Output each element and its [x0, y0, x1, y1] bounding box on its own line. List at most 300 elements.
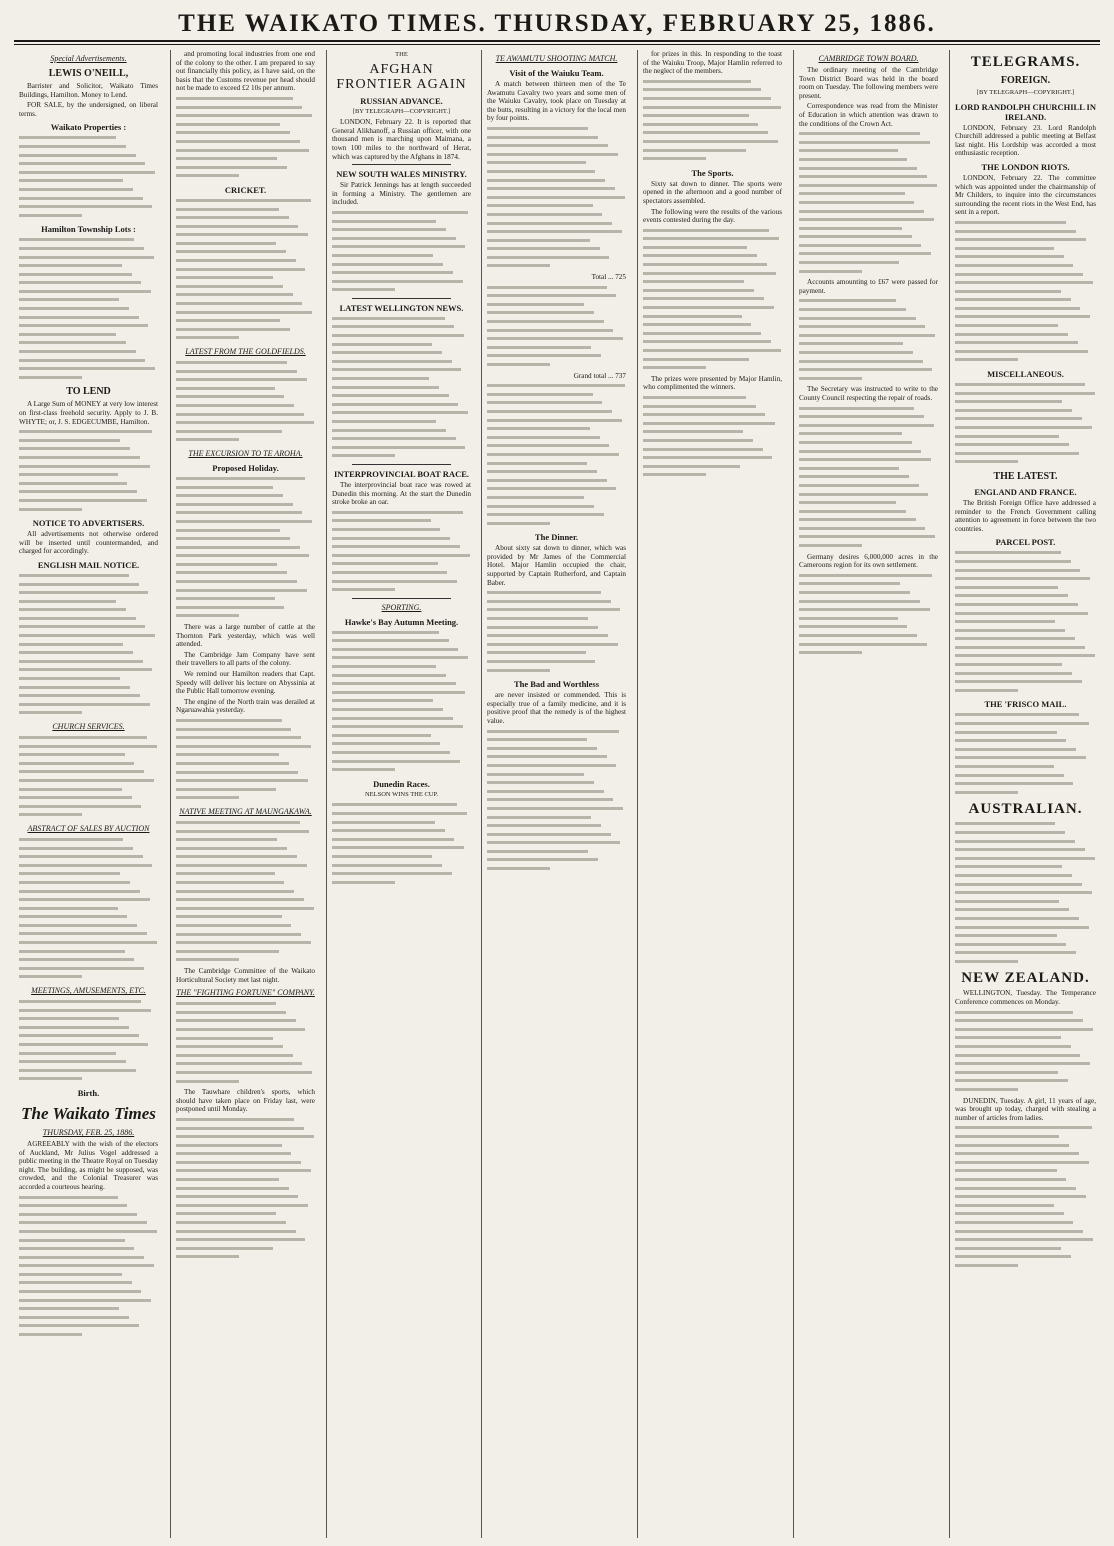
text-line-placeholder: [955, 1210, 1064, 1219]
temperance-text: WELLINGTON, Tuesday. The Temperance Conference commences on Monday.: [955, 989, 1096, 1007]
text-line-placeholder: [955, 1077, 1068, 1086]
text-line-placeholder: [19, 853, 143, 862]
text-line-placeholder: [487, 632, 608, 641]
filler-1c: [19, 428, 158, 514]
text-line-placeholder: [176, 1035, 273, 1044]
text-line-placeholder: [19, 794, 132, 803]
text-line-placeholder: [332, 286, 395, 295]
text-line-placeholder: [955, 458, 1018, 467]
text-line-placeholder: [955, 1060, 1090, 1069]
text-line-placeholder: [332, 836, 454, 845]
text-line-placeholder: [487, 641, 618, 650]
text-line-placeholder: [19, 879, 130, 888]
text-line-placeholder: [487, 511, 604, 520]
text-line-placeholder: [955, 1236, 1093, 1245]
text-line-placeholder: [332, 332, 464, 341]
text-line-placeholder: [176, 1228, 296, 1237]
text-line-placeholder: [176, 1069, 312, 1078]
text-line-placeholder: [955, 846, 1085, 855]
text-line-placeholder: [19, 445, 130, 454]
text-line-placeholder: [19, 1219, 147, 1228]
text-line-placeholder: [176, 95, 293, 104]
text-line-placeholder: [332, 349, 442, 358]
text-line-placeholder: [332, 209, 468, 218]
text-line-placeholder: [799, 349, 913, 358]
text-line-placeholder: [799, 632, 917, 641]
text-line-placeholder: [332, 261, 443, 270]
text-line-placeholder: [19, 428, 152, 437]
text-line-placeholder: [19, 675, 120, 684]
text-line-placeholder: [176, 1193, 298, 1202]
text-line-placeholder: [955, 331, 1068, 340]
text-line-placeholder: [176, 1167, 311, 1176]
text-line-placeholder: [176, 231, 308, 240]
meetings-heading: MEETINGS, AMUSEMENTS, ETC.: [31, 986, 146, 996]
text-line-placeholder: [487, 589, 601, 598]
text-line-placeholder: [176, 155, 277, 164]
text-line-placeholder: [176, 326, 290, 335]
text-line-placeholder: [19, 1331, 82, 1340]
text-line-placeholder: [176, 786, 276, 795]
text-line-placeholder: [487, 865, 550, 874]
text-line-placeholder: [487, 399, 602, 408]
text-line-placeholder: [955, 678, 1082, 687]
text-line-placeholder: [643, 227, 769, 236]
boat-race-heading: INTERPROVINCIAL BOAT RACE.: [334, 468, 469, 479]
text-line-placeholder: [955, 687, 1018, 696]
text-line-placeholder: [487, 598, 611, 607]
text-line-placeholder: [176, 569, 287, 578]
text-line-placeholder: [176, 1245, 273, 1254]
text-line-placeholder: [955, 1185, 1076, 1194]
text-line-placeholder: [955, 441, 1069, 450]
text-line-placeholder: [332, 758, 460, 767]
engine-item: The engine of the North train was derailed at Ngaruawahia yesterday.: [176, 697, 315, 715]
text-line-placeholder: [799, 208, 924, 217]
text-line-placeholder: [955, 296, 1071, 305]
text-line-placeholder: [955, 898, 1059, 907]
filler-7f: [955, 1009, 1096, 1095]
text-line-placeholder: [19, 195, 143, 204]
text-line-placeholder: [176, 1116, 294, 1125]
filler-6c: [799, 405, 938, 551]
text-line-placeholder: [332, 409, 468, 418]
text-line-placeholder: [487, 134, 598, 143]
filler-7c: [955, 549, 1096, 695]
text-line-placeholder: [955, 838, 1075, 847]
text-line-placeholder: [19, 348, 136, 357]
text-line-placeholder: [955, 1043, 1071, 1052]
text-line-placeholder: [176, 948, 279, 957]
text-line-placeholder: [19, 1024, 129, 1033]
text-line-placeholder: [955, 958, 1018, 967]
text-line-placeholder: [19, 1007, 151, 1016]
jam-item: The Cambridge Jam Company have sent their travellers to all parts of the colony.: [176, 650, 315, 668]
text-line-placeholder: [955, 575, 1090, 584]
tauwhare-item: The Tauwhare children's sports, which should have taken place on Friday last, were postponed until Monday.: [176, 1088, 315, 1114]
text-line-placeholder: [799, 430, 902, 439]
text-line-placeholder: [19, 598, 116, 607]
text-line-placeholder: [176, 845, 287, 854]
text-line-placeholder: [799, 448, 921, 457]
text-line-placeholder: [19, 870, 120, 879]
text-line-placeholder: [799, 340, 903, 349]
text-line-placeholder: [487, 185, 615, 194]
text-line-placeholder: [955, 601, 1078, 610]
text-line-placeholder: [487, 762, 616, 771]
text-line-placeholder: [176, 1060, 302, 1069]
text-line-placeholder: [332, 578, 457, 587]
london-riots-heading: THE LONDON RIOTS.: [981, 161, 1070, 172]
text-line-placeholder: [19, 506, 82, 515]
text-line-placeholder: [176, 1253, 239, 1262]
text-line-placeholder: [955, 1202, 1054, 1211]
column-2: [170, 50, 320, 1538]
text-line-placeholder: [332, 663, 436, 672]
text-line-placeholder: [955, 262, 1073, 271]
text-line-placeholder: [19, 331, 116, 340]
text-line-placeholder: [19, 271, 132, 280]
text-line-placeholder: [487, 391, 593, 400]
roads-text: The Secretary was instructed to write to the County Council respecting the repair of roads.: [799, 385, 938, 402]
text-line-placeholder: [19, 1254, 144, 1263]
text-line-placeholder: [176, 956, 239, 965]
text-line-placeholder: [643, 252, 757, 261]
cricket-heading: CRICKET.: [224, 184, 267, 195]
text-line-placeholder: [643, 403, 756, 412]
text-line-placeholder: [799, 491, 928, 500]
text-line-placeholder: [19, 488, 137, 497]
filler-5c: [643, 394, 782, 480]
text-line-placeholder: [955, 433, 1059, 442]
text-line-placeholder: [799, 268, 862, 277]
text-line-placeholder: [955, 1176, 1066, 1185]
text-line-placeholder: [19, 658, 143, 667]
columns: [14, 50, 1100, 1538]
text-line-placeholder: [176, 726, 291, 735]
accounts-text: Accounts amounting to £67 were passed for payment.: [799, 278, 938, 295]
column-6: [793, 50, 943, 1538]
text-line-placeholder: [176, 274, 273, 283]
text-line-placeholder: [332, 844, 464, 853]
goldfields-heading: LATEST FROM THE GOLDFIELDS.: [185, 347, 306, 356]
latest-heading: THE LATEST.: [993, 470, 1058, 482]
text-line-placeholder: [176, 544, 300, 553]
text-line-placeholder: [487, 745, 597, 754]
text-line-placeholder: [19, 454, 140, 463]
text-line-placeholder: [643, 278, 744, 287]
text-line-placeholder: [799, 139, 930, 148]
text-line-placeholder: [176, 1078, 239, 1087]
text-line-placeholder: [332, 723, 463, 732]
filler-1d: [19, 572, 158, 718]
text-line-placeholder: [332, 243, 465, 252]
cattle-item: There was a large number of cattle at the Thornton Park yesterday, which was well attended.: [176, 623, 315, 649]
text-line-placeholder: [487, 814, 591, 823]
text-line-placeholder: [487, 159, 586, 168]
text-line-placeholder: [19, 1305, 119, 1314]
dateline: THURSDAY, FEB. 25, 1886.: [42, 1127, 135, 1137]
text-line-placeholder: [176, 411, 304, 420]
cambridge-intro: The ordinary meeting of the Cambridge Town District Board was held in the board room on Tuesday. The following members were present.: [799, 66, 938, 100]
text-line-placeholder: [19, 1288, 141, 1297]
wellington-news-heading: LATEST WELLINGTON NEWS.: [339, 302, 464, 313]
text-line-placeholder: [19, 701, 150, 710]
text-line-placeholder: [19, 305, 129, 314]
text-line-placeholder: [176, 734, 301, 743]
text-line-placeholder: [19, 896, 150, 905]
text-line-placeholder: [487, 228, 622, 237]
text-line-placeholder: [332, 672, 446, 681]
text-line-placeholder: [955, 424, 1092, 433]
text-line-placeholder: [955, 1009, 1073, 1018]
text-line-placeholder: [19, 262, 122, 271]
text-line-placeholder: [176, 922, 291, 931]
text-line-placeholder: [332, 715, 453, 724]
text-line-placeholder: [643, 129, 768, 138]
shooting-text: A match between thirteen men of the Te Awamutu Cavalry two years and some men of the Waiuku Cavalry, took place on Tuesday at the butts, resulting in a victory for the local men by four points.: [487, 80, 626, 123]
text-line-placeholder: [955, 584, 1058, 593]
text-line-placeholder: [799, 623, 907, 632]
text-line-placeholder: [332, 226, 446, 235]
column-1: [14, 50, 163, 1538]
text-line-placeholder: [955, 450, 1079, 459]
text-line-placeholder: [643, 411, 765, 420]
text-line-placeholder: [19, 497, 147, 506]
text-line-placeholder: [799, 147, 898, 156]
filler-1b: [19, 236, 158, 382]
filler-7b: [955, 381, 1096, 467]
churchill-text: LONDON, February 23. Lord Randolph Churchill addressed a public meeting at Belfast last night. His Lordship was accorded a most enthusiastic reception.: [955, 123, 1096, 158]
text-line-placeholder: [332, 509, 463, 518]
text-line-placeholder: [176, 214, 289, 223]
text-line-placeholder: [487, 194, 625, 203]
text-line-placeholder: [332, 517, 431, 526]
text-line-placeholder: [332, 810, 467, 819]
text-line-placeholder: [643, 304, 774, 313]
text-line-placeholder: [955, 288, 1061, 297]
text-line-placeholder: [487, 408, 612, 417]
text-line-placeholder: [799, 439, 912, 448]
text-line-placeholder: [19, 641, 123, 650]
text-line-placeholder: [487, 848, 588, 857]
text-line-placeholder: [955, 627, 1065, 636]
text-line-placeholder: [332, 444, 465, 453]
text-line-placeholder: [955, 670, 1072, 679]
text-line-placeholder: [799, 606, 930, 615]
text-line-placeholder: [19, 786, 122, 795]
frisco-mail-heading: THE 'FRISCO MAIL.: [984, 699, 1067, 710]
text-line-placeholder: [487, 327, 613, 336]
filler-7g: [955, 1124, 1096, 1270]
text-line-placeholder: [643, 347, 781, 356]
cambridge-board-heading: CAMBRIDGE TOWN BOARD.: [818, 54, 919, 63]
filler-2b: [176, 197, 315, 343]
text-line-placeholder: [176, 1026, 305, 1035]
text-line-placeholder: [332, 269, 453, 278]
text-line-placeholder: [176, 334, 239, 343]
text-line-placeholder: [332, 375, 429, 384]
text-line-placeholder: [19, 998, 141, 1007]
text-line-placeholder: [176, 743, 311, 752]
text-line-placeholder: [487, 753, 607, 762]
text-line-placeholder: [955, 356, 1018, 365]
text-line-placeholder: [955, 348, 1088, 357]
text-line-placeholder: [176, 393, 284, 402]
text-line-placeholder: [19, 463, 150, 472]
text-line-placeholder: [19, 939, 157, 948]
text-line-placeholder: [19, 888, 140, 897]
text-line-placeholder: [487, 254, 609, 263]
filler-7a: [955, 219, 1096, 365]
text-line-placeholder: [955, 398, 1062, 407]
text-line-placeholder: [955, 635, 1075, 644]
text-line-placeholder: [955, 746, 1076, 755]
text-line-placeholder: [176, 385, 275, 394]
text-line-placeholder: [487, 520, 550, 529]
text-line-placeholder: [799, 473, 909, 482]
text-line-placeholder: [176, 612, 239, 621]
text-line-placeholder: [332, 801, 457, 810]
text-line-placeholder: [19, 1297, 151, 1306]
text-line-placeholder: [332, 401, 458, 410]
text-line-placeholder: [19, 709, 82, 718]
text-line-placeholder: [176, 1210, 276, 1219]
text-line-placeholder: [955, 872, 1072, 881]
text-line-placeholder: [19, 623, 145, 632]
text-line-placeholder: [643, 155, 706, 164]
text-line-placeholder: [955, 1026, 1093, 1035]
text-line-placeholder: [487, 460, 587, 469]
filler-3a: [332, 209, 471, 295]
sports-intro: Sixty sat down to dinner. The sports were opened in the afternoon and a good number of spectators assembled.: [643, 179, 782, 205]
text-line-placeholder: [176, 240, 276, 249]
text-line-placeholder: [176, 419, 314, 428]
text-line-placeholder: [955, 339, 1078, 348]
text-line-placeholder: [955, 610, 1088, 619]
text-line-placeholder: [19, 666, 152, 675]
filler-7d: [955, 711, 1096, 797]
text-line-placeholder: [176, 1236, 305, 1245]
filler-6b: [799, 297, 938, 383]
afghan-text: LONDON, February 22. It is reported that General Alikhanoff, a Russian officer, with one thousand men is marching upon Maimana, a town 100 miles to the northward of Herat, which was captured by the Afghans in 1874.: [332, 118, 471, 161]
text-line-placeholder: [332, 749, 450, 758]
text-line-placeholder: [799, 259, 899, 268]
text-line-placeholder: [955, 1133, 1059, 1142]
hawkes-bay-heading: Hawke's Bay Autumn Meeting.: [344, 616, 459, 627]
text-line-placeholder: [799, 589, 910, 598]
text-line-placeholder: [176, 1125, 304, 1134]
text-line-placeholder: [643, 364, 706, 373]
filler-2d: [176, 475, 315, 621]
text-line-placeholder: [19, 1067, 136, 1076]
filler-4b: [487, 284, 626, 370]
filler-2a: [176, 95, 315, 181]
text-line-placeholder: [955, 644, 1085, 653]
text-line-placeholder: [19, 203, 152, 212]
text-line-placeholder: [487, 779, 594, 788]
text-line-placeholder: [332, 552, 470, 561]
text-line-placeholder: [19, 152, 136, 161]
text-line-placeholder: [955, 829, 1065, 838]
text-line-placeholder: [19, 160, 145, 169]
new-zealand-heading: NEW ZEALAND.: [961, 970, 1090, 987]
text-line-placeholder: [332, 827, 445, 836]
text-line-placeholder: [487, 468, 597, 477]
text-line-placeholder: [332, 697, 433, 706]
text-line-placeholder: [176, 129, 290, 138]
text-line-placeholder: [955, 236, 1086, 245]
text-line-placeholder: [799, 306, 906, 315]
text-line-placeholder: [176, 484, 273, 493]
text-line-placeholder: [176, 376, 307, 385]
text-line-placeholder: [487, 649, 586, 658]
oneill-ad: Barrister and Solicitor, Waikato Times Buildings, Hamilton. Money to Lend.: [19, 82, 158, 99]
text-line-placeholder: [176, 138, 300, 147]
te-aroha-heading: THE EXCURSION TO TE AROHA.: [188, 448, 303, 458]
text-line-placeholder: [643, 356, 749, 365]
text-line-placeholder: [955, 592, 1068, 601]
text-line-placeholder: [955, 941, 1066, 950]
to-lend-heading: TO LEND: [66, 386, 111, 398]
text-line-placeholder: [955, 1253, 1071, 1262]
holiday-heading: Proposed Holiday.: [212, 462, 279, 473]
text-line-placeholder: [19, 1228, 157, 1237]
text-line-placeholder: [19, 930, 147, 939]
text-line-placeholder: [332, 323, 454, 332]
text-line-placeholder: [176, 197, 311, 206]
text-line-placeholder: [176, 475, 305, 484]
text-line-placeholder: [487, 822, 601, 831]
text-line-placeholder: [799, 615, 898, 624]
text-line-placeholder: [643, 437, 753, 446]
text-line-placeholder: [176, 121, 280, 130]
text-line-placeholder: [176, 888, 294, 897]
text-line-placeholder: [176, 535, 290, 544]
text-line-placeholder: [176, 206, 279, 215]
text-line-placeholder: [955, 279, 1093, 288]
text-line-placeholder: [176, 291, 293, 300]
text-line-placeholder: [487, 796, 613, 805]
text-line-placeholder: [799, 190, 905, 199]
text-line-placeholder: [19, 1237, 125, 1246]
text-line-placeholder: [19, 743, 157, 752]
text-line-placeholder: [19, 339, 126, 348]
text-line-placeholder: [643, 270, 776, 279]
text-line-placeholder: [19, 684, 130, 693]
text-line-placeholder: [176, 931, 301, 940]
text-line-placeholder: [955, 1262, 1018, 1271]
text-line-placeholder: [487, 667, 550, 676]
text-line-placeholder: [487, 728, 619, 737]
hamilton-lots-heading: Hamilton Township Lots :: [41, 224, 136, 235]
text-line-placeholder: [487, 485, 616, 494]
australian-heading: AUSTRALIAN.: [968, 801, 1083, 818]
horticultural-item: The Cambridge Committee of the Waikato Horticultural Society met last night.: [176, 967, 315, 984]
text-line-placeholder: [332, 629, 439, 638]
text-line-placeholder: [176, 794, 239, 803]
text-line-placeholder: [799, 297, 896, 306]
text-line-placeholder: [332, 646, 458, 655]
text-line-placeholder: [643, 86, 761, 95]
text-line-placeholder: [955, 271, 1083, 280]
dunedin-races-heading: Dunedin Races.: [373, 778, 430, 789]
text-line-placeholder: [799, 499, 896, 508]
text-line-placeholder: [176, 905, 314, 914]
text-line-placeholder: [332, 862, 442, 871]
text-line-placeholder: [176, 760, 289, 769]
prizes-text: The prizes were presented by Major Hamlin, who complimented the winners.: [643, 374, 782, 392]
